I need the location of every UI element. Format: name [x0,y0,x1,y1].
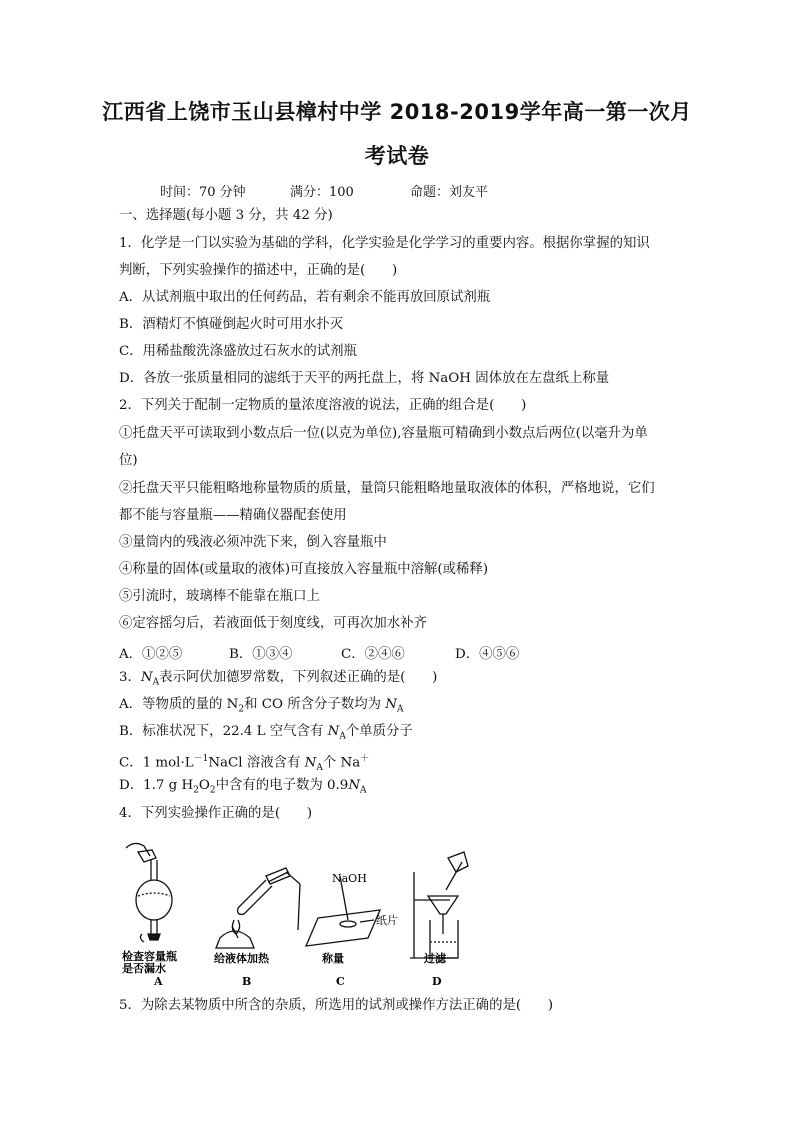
c-paper-label: 纸片 [376,914,398,927]
q2-statement-6: ⑥定容摇匀后，若液面低于刻度线，可再次加水补齐 [119,616,427,631]
label-a: A [154,975,163,988]
q3-stem: 3．$N_A$表示阿伏加德罗常数，下列叙述正确的是( ) [119,670,438,688]
q1-option-d: D．各放一张质量相同的滤纸于天平的两托盘上，将 NaOH 固体放在左盘纸上称量 [119,371,610,386]
filtration-illustration [410,852,468,958]
q3-option-b: B．标准状况下，22.4 L 空气含有 $N_A$个单质分子 [119,724,413,742]
c-naoh-label: NaOH [332,872,367,885]
q2-statement-1-line1: ①托盘天平可读取到小数点后一位(以克为单位),容量瓶可精确到小数点后两位(以毫升为单 [119,426,648,441]
q3-option-c: C．1 $mol\cdot L^{-1}NaCl$ 溶液含有 $N_A$个 Na＋ [119,754,370,774]
q2-statement-5: ⑤引流时，玻璃棒不能靠在瓶口上 [119,589,320,604]
q1-option-b: B．酒精灯不慎碰倒起火时可用水扑灭 [119,317,344,332]
section-heading: 一、选择题(每小题 3 分，共 42 分) [119,208,333,223]
q2-option-b: B．①③④ [229,647,293,662]
q2-option-c: C．②④⑥ [341,647,405,662]
q2-option-d: D．④⑤⑥ [455,647,520,662]
label-d: D [432,975,442,988]
a-caption-line1: 检查容量瓶 [122,950,177,963]
c-caption: 称量 [322,952,344,965]
q1-stem-line1: 1．化学是一门以实验为基础的学科，化学实验是化学学习的重要内容。根据你掌握的知识 [119,236,650,251]
q3-option-d: D．1.7 g $H_2O_2$中含有的电子数为 $0.9N_A$ [119,778,367,796]
test-tube-heating-illustration [216,868,300,948]
balance-paper-illustration [306,876,380,946]
q2-statement-4: ④称量的固体(或量取的液体)可直接放入容量瓶中溶解(或稀释) [119,562,489,577]
d-caption: 过滤 [424,952,446,965]
exam-title-line2: 考试卷 [364,144,430,168]
q5-stem: 5．为除去某物质中所含的杂质，所选用的试剂或操作方法正确的是( ) [119,998,554,1013]
label-b: B [242,975,252,988]
q2-stem: 2．下列关于配制一定物质的量浓度溶液的说法，正确的组合是( ) [119,398,527,413]
q2-statement-2-line2: 都不能与容量瓶——精确仪器配套使用 [119,508,347,523]
q1-option-c: C．用稀盐酸洗涤盛放过石灰水的试剂瓶 [119,344,357,359]
q2-statement-3: ③量筒内的残液必须冲洗下来，倒入容量瓶中 [119,535,387,550]
exam-title-line1: 江西省上饶市玉山县樟村中学 2018-2019学年高一第一次月 [102,100,692,124]
q2-statement-1-line2: 位) [119,453,138,468]
q1-stem-line2: 判断，下列实验操作的描述中，正确的是( ) [119,263,398,278]
q4-apparatus-figure [118,838,488,988]
q2-options [119,643,679,661]
a-caption-line2: 是否漏水 [122,962,166,975]
exam-time: 时间：70 分钟 [160,185,246,200]
exam-author: 命题：刘友平 [410,185,489,200]
q3-option-a: A．等物质的量的 $N_2$和 CO 所含分子数均为 $N_A$ [119,697,404,715]
exam-score: 满分：100 [290,185,354,200]
q4-stem: 4．下列实验操作正确的是( ) [119,806,313,821]
b-caption: 给液体加热 [214,952,269,965]
q1-option-a: A．从试剂瓶中取出的任何药品，若有剩余不能再放回原试剂瓶 [119,290,491,305]
flask-illustration [126,843,172,942]
q2-statement-2-line1: ②托盘天平只能粗略地称量物质的质量，量筒只能粗略地量取液体的体积，严格地说，它们 [119,481,655,496]
q2-option-a: A．①②⑤ [119,647,183,662]
label-c: C [336,975,345,988]
